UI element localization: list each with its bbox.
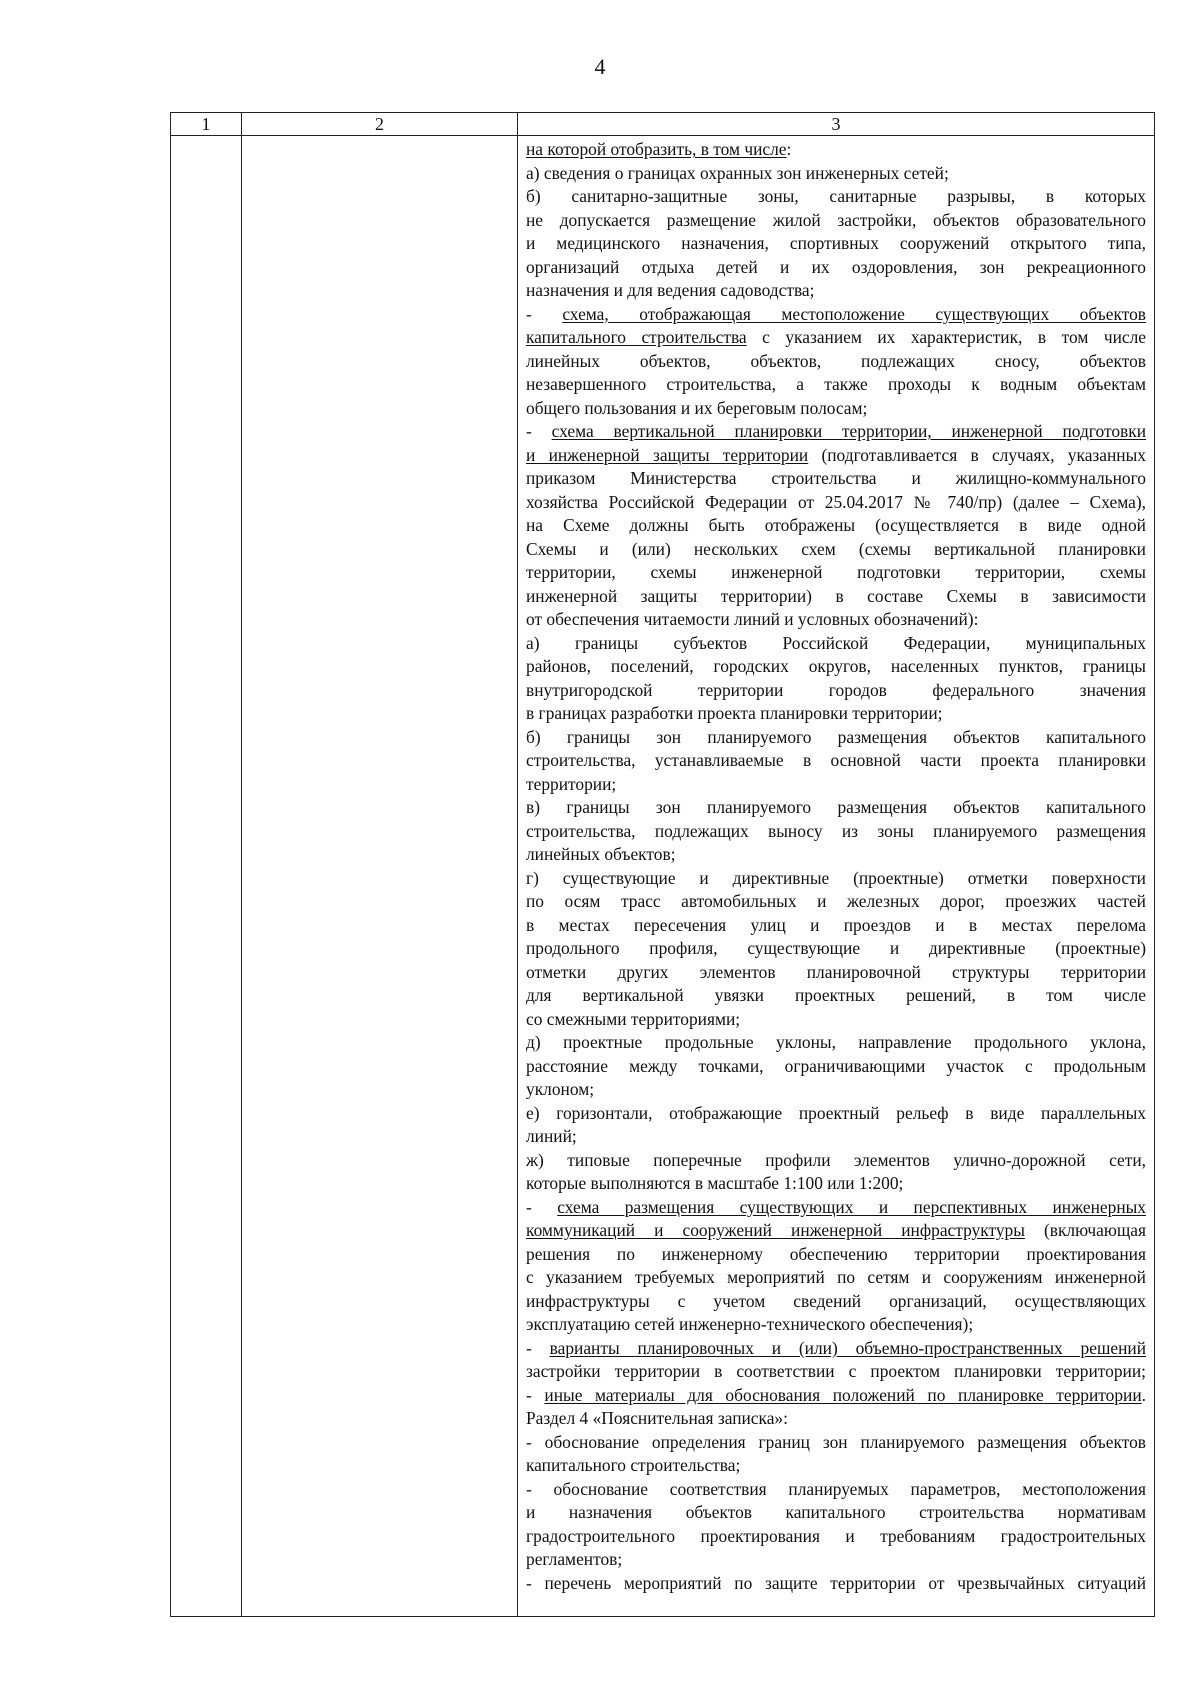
line-text: - обоснование соответствия планируемых параметров, местоположения (526, 1478, 1146, 1499)
line-text: незавершенного строительства, а также проходы к водным объектам (526, 374, 1146, 394)
underlined-text: схема размещения существующих и перспективных инженерных (557, 1196, 1146, 1217)
line-text: общего пользования и их береговым полосам; (526, 397, 868, 418)
text-line (526, 256, 1146, 280)
text-line (526, 1102, 1146, 1126)
text-line (526, 138, 1146, 162)
text-line (526, 984, 1146, 1008)
text-line (526, 350, 1146, 374)
line-text: на Схеме должны быть отображены (осуществляется в виде одной (526, 515, 1146, 535)
requirements-table (170, 112, 1155, 1617)
line-text: линейных объектов; (526, 844, 676, 864)
line-text: районов, поселений, городских округов, населенных пунктов, границы (526, 656, 1146, 676)
line-text: территории, схемы инженерной подготовки территории, схемы (526, 562, 1146, 582)
line-prefix: - (526, 1337, 550, 1358)
line-text: в границах разработки проекта планировки территории; (526, 703, 943, 723)
text-line (526, 679, 1146, 703)
line-text: по осям трасс автомобильных и железных дорог, проезжих частей (526, 891, 1146, 911)
line-prefix: - (526, 1196, 558, 1217)
text-line (526, 1125, 1146, 1149)
underlined-text: варианты планировочных и (или) объемно-пространственных решений (549, 1337, 1146, 1358)
text-line (526, 279, 1146, 303)
line-text: : (786, 139, 792, 159)
text-line (526, 1548, 1146, 1572)
line-text: е) горизонтали, отображающие проектный рельеф в виде параллельных (526, 1102, 1146, 1123)
line-prefix: - (526, 303, 563, 324)
underlined-text: коммуникаций и сооружений инженерной инфраструктуры (526, 1220, 1025, 1240)
line-text: хозяйства Российской Федерации от 25.04.2017 № 740/пр) (далее – Схема), (526, 491, 1146, 512)
page-number: 4 (594, 54, 606, 79)
line-text: от обеспечения читаемости линий и условных обозначений): (526, 609, 979, 629)
text-line (526, 1384, 1146, 1408)
column-header-2: 2 (242, 113, 518, 136)
text-line (526, 1149, 1146, 1173)
underlined-text: на которой отобразить, в том числе (526, 139, 787, 159)
text-line (526, 326, 1146, 350)
text-line (526, 1031, 1146, 1055)
column-header-3: 3 (518, 113, 1155, 136)
line-text: Раздел 4 «Пояснительная записка»: (526, 1408, 788, 1428)
underlined-text: капитального строительства (526, 327, 747, 347)
line-text: ж) типовые поперечные профили элементов улично-дорожной сети, (526, 1149, 1146, 1170)
text-line (526, 420, 1146, 444)
line-text: со смежными территориями; (526, 1008, 741, 1029)
text-line (526, 843, 1146, 867)
text-line (526, 749, 1146, 773)
text-line (526, 820, 1146, 844)
text-line (526, 890, 1146, 914)
text-line (526, 608, 1146, 632)
text-line (526, 796, 1146, 820)
text-line (526, 209, 1146, 233)
line-text: строительства, устанавливаемые в основной части проекта планировки (526, 750, 1146, 770)
line-text: организаций отдыха детей и их оздоровления, зон рекреационного (526, 256, 1146, 277)
line-text: и назначения объектов капитального строительства нормативам (526, 1502, 1146, 1522)
text-line (526, 514, 1146, 538)
line-text: приказом Министерства строительства и жилищно-коммунального (526, 468, 1146, 488)
text-line (526, 1360, 1146, 1384)
line-text: застройки территории в соответствии с проектом планировки территории; (526, 1361, 1146, 1381)
text-line (526, 1525, 1146, 1549)
text-line (526, 655, 1146, 679)
text-line (526, 561, 1146, 585)
line-text: назначения и для ведения садоводства; (526, 280, 815, 300)
text-line (526, 467, 1146, 491)
text-line (526, 1055, 1146, 1079)
text-line (526, 397, 1146, 421)
text-line (526, 444, 1146, 468)
text-line (526, 702, 1146, 726)
line-text: не допускается размещение жилой застройки, объектов образовательного (526, 209, 1146, 230)
line-text: решения по инженерному обеспечению территории проектирования (526, 1243, 1146, 1264)
text-line (526, 1008, 1146, 1032)
text-line (526, 585, 1146, 609)
line-text: б) санитарно-защитные зоны, санитарные разрывы, в которых (526, 186, 1146, 206)
line-text: эксплуатацию сетей инженерно-технического обеспечения); (526, 1314, 974, 1334)
column-header-1: 1 (171, 113, 242, 136)
text-line (526, 162, 1146, 186)
text-line (526, 373, 1146, 397)
line-text: (подготавливается в случаях, указанных (808, 444, 1146, 465)
text-line (526, 1454, 1146, 1478)
table-header-row (171, 113, 1155, 136)
text-line (526, 632, 1146, 656)
line-text: внутригородской территории городов федерального значения (526, 679, 1146, 700)
line-text: б) границы зон планируемого размещения объектов капитального (526, 726, 1146, 747)
line-text: а) границы субъектов Российской Федерации, муниципальных (526, 632, 1146, 653)
text-line (526, 1337, 1146, 1361)
text-line (526, 232, 1146, 256)
underlined-text: схема вертикальной планировки территории, инженерной подготовки (551, 421, 1146, 441)
line-text: продольного профиля, существующие и директивные (проектные) (526, 938, 1146, 958)
line-text: территории; (526, 773, 617, 794)
text-line (526, 1078, 1146, 1102)
line-text: Схемы и (или) нескольких схем (схемы вертикальной планировки (526, 538, 1146, 559)
line-text: в местах пересечения улиц и проездов и в местах перелома (526, 914, 1146, 935)
line-text: отметки других элементов планировочной структуры территории (526, 961, 1146, 982)
text-line (526, 1243, 1146, 1267)
line-text: инженерной защиты территории) в составе Схемы в зависимости (526, 585, 1146, 606)
line-text: с указанием требуемых мероприятий по сетям и сооружениям инженерной (526, 1267, 1146, 1287)
line-text: (включающая (1024, 1220, 1146, 1240)
line-text: инфраструктуры с учетом сведений организаций, осуществляющих (526, 1290, 1146, 1311)
text-line (526, 1172, 1146, 1196)
table-cell-col1 (171, 136, 242, 1617)
line-prefix: - (526, 1384, 545, 1405)
line-text: для вертикальной увязки проектных решений, в том числе (526, 985, 1146, 1005)
text-line (526, 185, 1146, 209)
line-text: - обоснование определения границ зон планируемого размещения объектов (526, 1431, 1146, 1452)
text-line (526, 773, 1146, 797)
text-line (526, 1313, 1146, 1337)
text-line (526, 303, 1146, 327)
table-cell-col2 (242, 136, 518, 1617)
line-text: в) границы зон планируемого размещения объектов капитального (526, 797, 1146, 817)
line-text: г) существующие и директивные (проектные) отметки поверхности (526, 867, 1146, 888)
text-line (526, 1407, 1146, 1431)
text-line (526, 491, 1146, 515)
line-text: градостроительного проектирования и требованиям градостроительных (526, 1525, 1146, 1546)
underlined-text: схема, отображающая местоположение существующих объектов (562, 303, 1146, 324)
line-text: и медицинского назначения, спортивных сооружений открытого типа, (526, 233, 1146, 253)
text-line (526, 726, 1146, 750)
line-text: - перечень мероприятий по защите территории от чрезвычайных ситуаций (526, 1572, 1146, 1593)
text-line (526, 1478, 1146, 1502)
text-line (526, 937, 1146, 961)
line-text: уклоном; (526, 1079, 595, 1099)
line-text: с указанием их характеристик, в том числе (746, 327, 1146, 347)
text-line (526, 1572, 1146, 1596)
text-line (526, 914, 1146, 938)
text-line (526, 1266, 1146, 1290)
text-line (526, 1431, 1146, 1455)
underlined-text: и инженерной защиты территории (526, 444, 809, 465)
text-line (526, 1501, 1146, 1525)
line-text: а) сведения о границах охранных зон инженерных сетей; (526, 162, 949, 183)
line-text: которые выполняются в масштабе 1:100 или 1:200; (526, 1173, 904, 1193)
text-line (526, 1196, 1146, 1220)
line-text: д) проектные продольные уклоны, направление продольного уклона, (526, 1032, 1146, 1052)
underlined-text: иные материалы для обоснования положений по планировке территории (544, 1384, 1142, 1405)
line-text: строительства, подлежащих выносу из зоны планируемого размещения (526, 820, 1146, 841)
text-line (526, 1290, 1146, 1314)
text-line (526, 1219, 1146, 1243)
text-line (526, 867, 1146, 891)
text-line (526, 538, 1146, 562)
line-text: . (1141, 1384, 1146, 1405)
line-prefix: - (526, 421, 552, 441)
line-text: линейных объектов, объектов, подлежащих сносу, объектов (526, 350, 1146, 371)
table-row (171, 136, 1155, 1617)
line-text: регламентов; (526, 1549, 623, 1569)
line-text: расстояние между точками, ограничивающими участок с продольным (526, 1055, 1146, 1076)
line-text: капитального строительства; (526, 1455, 741, 1475)
table-cell-col3-text (518, 136, 1155, 1617)
line-text: линий; (526, 1126, 577, 1146)
text-line (526, 961, 1146, 985)
